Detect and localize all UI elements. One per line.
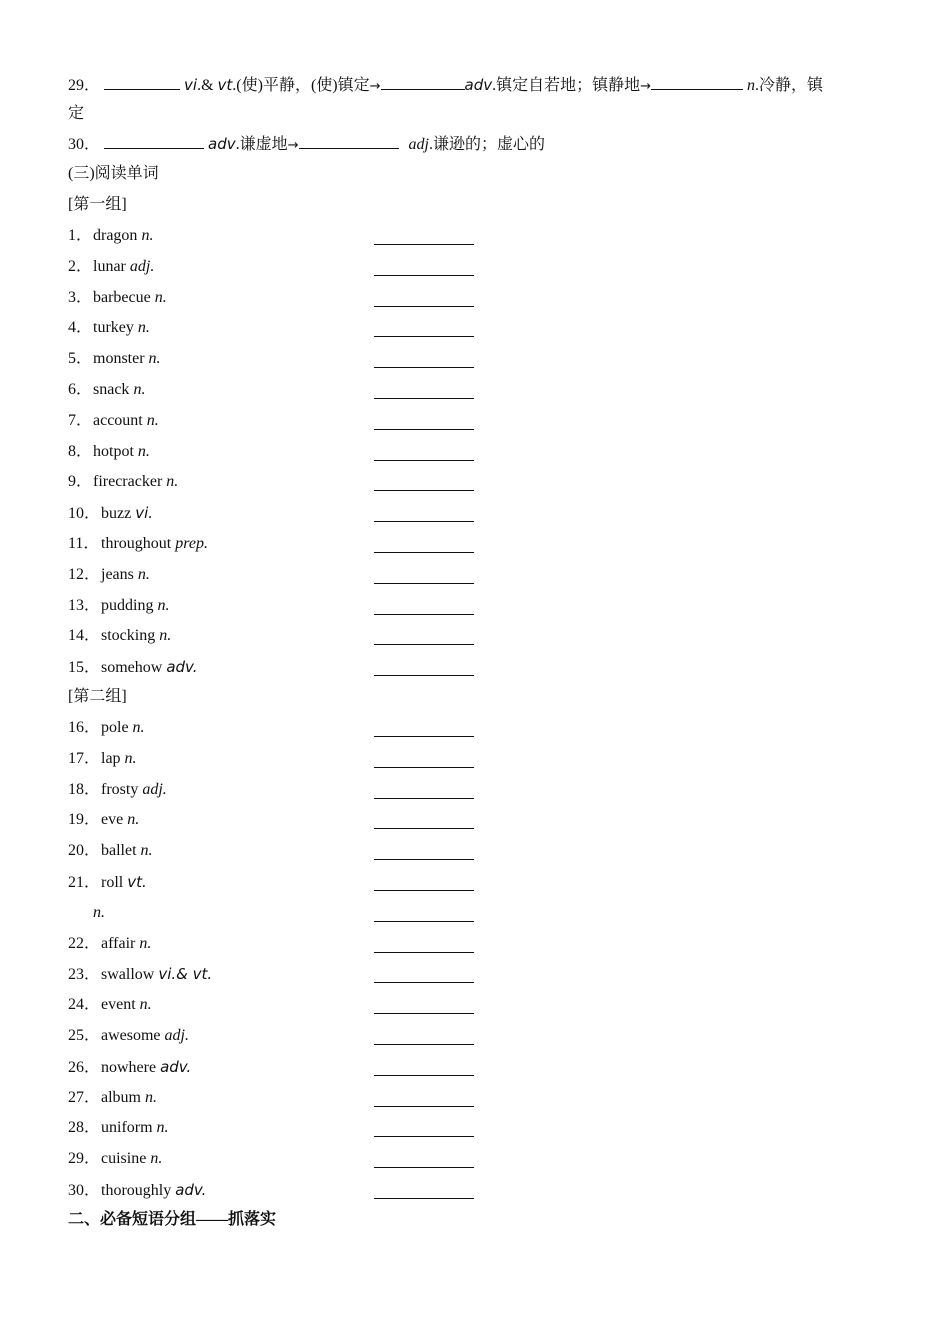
item-number: 3． [68, 288, 93, 306]
item-number: 10． [68, 505, 101, 523]
group-label-1: [第一组] [68, 196, 127, 213]
answer-blank[interactable] [374, 1013, 474, 1014]
vocab-item [68, 379, 145, 401]
item-pos: vi. [135, 504, 154, 523]
answer-blank[interactable] [374, 1106, 474, 1107]
answer-blank[interactable] [374, 1136, 474, 1137]
item-pos: n. [150, 1150, 163, 1168]
pos-separator: .& [197, 77, 214, 94]
item-word: frosty [101, 780, 139, 798]
pos-label: adv [464, 76, 493, 94]
item-number: 15． [68, 659, 101, 677]
answer-blank[interactable] [374, 1198, 474, 1199]
section-heading-phrases: 二、必备短语分组——抓落实 [68, 1211, 277, 1228]
item-number: 8． [68, 442, 93, 460]
answer-blank[interactable] [104, 132, 204, 149]
item-word: lunar [93, 257, 126, 275]
item-number: 22． [68, 934, 101, 952]
answer-blank[interactable] [374, 798, 474, 799]
answer-blank[interactable] [374, 306, 474, 307]
item-word: dragon [93, 227, 138, 244]
item-number: 23． [68, 966, 101, 984]
meaning-text: 定 [68, 105, 85, 122]
question-29: 29． vi.& vt.(使)平静，(使)镇定→ adv.镇定自若地；镇静地→ n.冷静，镇 [68, 73, 823, 95]
item-number: 4． [68, 319, 93, 337]
item-pos: n. [124, 749, 137, 767]
meaning-text: .(使)平静，(使)镇定 [232, 77, 370, 94]
answer-blank[interactable] [374, 982, 474, 983]
answer-blank[interactable] [374, 921, 474, 922]
item-number: 21． [68, 874, 101, 891]
item-word: lap [101, 749, 121, 767]
answer-blank[interactable] [374, 859, 474, 860]
item-number: 27． [68, 1088, 101, 1106]
vocab-item [68, 1117, 169, 1139]
item-pos: vi.& vt. [158, 965, 213, 984]
item-number: 19． [68, 811, 101, 829]
vocab-item [68, 902, 105, 924]
item-word: turkey [93, 319, 134, 337]
vocab-item [68, 533, 208, 555]
vocab-item [68, 779, 167, 801]
item-pos: n. [159, 627, 172, 645]
item-pos: n. [137, 442, 150, 460]
answer-blank[interactable] [374, 275, 474, 276]
item-word: barbecue [93, 288, 151, 306]
section-heading-reading: (三)阅读单词 [68, 165, 159, 182]
vocab-item [68, 625, 171, 647]
answer-blank[interactable] [374, 460, 474, 461]
answer-blank[interactable] [374, 644, 474, 645]
item-pos: n. [141, 227, 154, 244]
item-pos: n. [166, 473, 179, 491]
vocab-item [68, 317, 150, 339]
item-pos: n. [154, 288, 167, 306]
meaning-text: .谦虚地 [235, 136, 288, 153]
arrow-icon: → [369, 79, 381, 94]
arrow-icon: → [287, 138, 299, 153]
item-word: stocking [101, 627, 156, 645]
item-pos: adj. [164, 1027, 189, 1044]
question-number: 30 [68, 136, 84, 153]
answer-blank[interactable] [104, 73, 180, 90]
vocab-item [68, 1148, 162, 1170]
item-word: nowhere [101, 1058, 157, 1076]
vocab-item [68, 748, 137, 770]
item-pos: adv. [160, 1057, 192, 1076]
item-number: 29． [68, 1150, 101, 1168]
item-pos: n. [133, 381, 146, 398]
vocab-item [68, 287, 167, 309]
vocab-item [68, 963, 212, 985]
vocab-item [68, 871, 147, 893]
item-pos: prep. [175, 535, 208, 552]
vocab-item [68, 1025, 189, 1047]
vocab-item [68, 717, 145, 739]
answer-blank[interactable] [374, 1044, 474, 1045]
item-pos: n. [139, 996, 152, 1014]
answer-blank[interactable] [374, 367, 474, 368]
pos-label: n [747, 77, 756, 94]
vocab-item [68, 595, 169, 617]
item-word: jeans [101, 565, 134, 583]
item-pos: n. [146, 411, 159, 429]
item-word: account [93, 411, 143, 429]
answer-blank[interactable] [374, 552, 474, 553]
item-word: album [101, 1088, 141, 1106]
item-word: monster [93, 350, 145, 368]
item-word: buzz [101, 505, 132, 523]
item-number: 30． [68, 1182, 101, 1199]
item-word: hotpot [93, 442, 134, 460]
answer-blank[interactable] [374, 429, 474, 430]
question-29-continued [68, 103, 84, 125]
item-word: swallow [101, 966, 155, 984]
question-30: 30． adv.谦虚地→ adj.谦逊的；虚心的 [68, 132, 545, 154]
vocab-item [68, 410, 159, 432]
item-word: thoroughly [101, 1182, 172, 1199]
answer-blank[interactable] [374, 614, 474, 615]
item-word: snack [93, 381, 130, 398]
item-pos: n. [127, 811, 140, 829]
item-number: 17． [68, 749, 101, 767]
item-pos: n. [156, 1119, 169, 1137]
vocab-item [68, 1179, 206, 1201]
vocab-item [68, 502, 153, 524]
answer-blank[interactable] [374, 490, 474, 491]
answer-blank[interactable] [374, 583, 474, 584]
item-number: 6． [68, 381, 93, 398]
item-word: roll [101, 874, 124, 891]
item-word: affair [101, 934, 136, 952]
item-word: awesome [101, 1027, 161, 1044]
item-pos: n. [157, 596, 170, 614]
answer-blank[interactable] [374, 767, 474, 768]
vocab-item [68, 1056, 191, 1078]
item-number: 12． [68, 565, 101, 583]
item-word: somehow [101, 659, 163, 677]
item-number: 11． [68, 535, 100, 552]
item-word: pudding [101, 596, 154, 614]
item-number: 25． [68, 1027, 101, 1044]
answer-blank[interactable] [374, 890, 474, 891]
meaning-text: .谦逊的；虚心的 [428, 136, 545, 153]
item-word: uniform [101, 1119, 153, 1137]
item-pos: n. [137, 319, 150, 337]
item-word: event [101, 996, 136, 1014]
item-word: firecracker [93, 473, 163, 491]
item-number: 14． [68, 627, 101, 645]
item-pos: n. [137, 565, 150, 583]
vocab-item [68, 1087, 157, 1109]
vocab-item [68, 225, 153, 247]
answer-blank[interactable] [374, 675, 474, 676]
answer-blank[interactable] [381, 73, 465, 90]
item-word: ballet [101, 842, 137, 860]
item-number: 5． [68, 350, 93, 368]
pos-label: adj [408, 136, 429, 153]
item-word: eve [101, 811, 124, 829]
answer-blank[interactable] [374, 828, 474, 829]
vocab-item [68, 933, 151, 955]
answer-blank[interactable] [374, 952, 474, 953]
pos-label: vt [217, 76, 233, 94]
pos-label: vi [184, 76, 198, 94]
group-label-2: [第二组] [68, 688, 127, 705]
item-pos: n. [93, 903, 105, 921]
item-pos: n. [145, 1088, 157, 1106]
item-pos: n. [132, 719, 145, 736]
item-number: 26． [68, 1058, 101, 1076]
item-pos: adj. [129, 257, 155, 275]
arrow-icon: → [640, 79, 652, 94]
answer-blank[interactable] [651, 73, 743, 90]
item-number: 2． [68, 257, 93, 275]
question-number: 29 [68, 77, 84, 94]
item-number: 7． [68, 411, 93, 429]
item-number: 24． [68, 996, 101, 1014]
item-pos: n. [148, 350, 161, 368]
item-pos: n. [140, 842, 153, 860]
item-word: throughout [101, 535, 172, 552]
vocab-item [68, 809, 139, 831]
meaning-text: .冷静，镇 [755, 77, 824, 94]
answer-blank[interactable] [374, 736, 474, 737]
pos-label: adv [208, 135, 236, 153]
item-word: cuisine [101, 1150, 147, 1168]
vocab-item [68, 656, 197, 678]
vocab-item [68, 471, 178, 493]
answer-blank[interactable] [374, 1075, 474, 1076]
item-number: 9． [68, 473, 93, 491]
item-number: 16． [68, 719, 101, 736]
item-pos: vt. [127, 873, 147, 891]
vocab-item [68, 994, 152, 1016]
item-number: 20． [68, 842, 101, 860]
item-pos: adj. [142, 780, 167, 798]
answer-blank[interactable] [374, 398, 474, 399]
item-number: 1． [68, 227, 93, 244]
item-number: 28． [68, 1119, 101, 1137]
answer-blank[interactable] [299, 132, 399, 149]
item-number: 13． [68, 596, 101, 614]
answer-blank[interactable] [374, 1167, 474, 1168]
item-pos: adv. [175, 1181, 207, 1199]
vocab-item [68, 348, 161, 370]
meaning-text: .镇定自若地；镇静地 [492, 77, 641, 94]
answer-blank[interactable] [374, 336, 474, 337]
vocab-item [68, 840, 153, 862]
vocab-item [68, 256, 154, 278]
answer-blank[interactable] [374, 521, 474, 522]
item-pos: n. [139, 934, 152, 952]
item-pos: adv. [166, 658, 198, 677]
answer-blank[interactable] [374, 244, 474, 245]
item-word: pole [101, 719, 129, 736]
vocab-item [68, 564, 150, 586]
vocab-item [68, 441, 150, 463]
item-number: 18． [68, 780, 101, 798]
